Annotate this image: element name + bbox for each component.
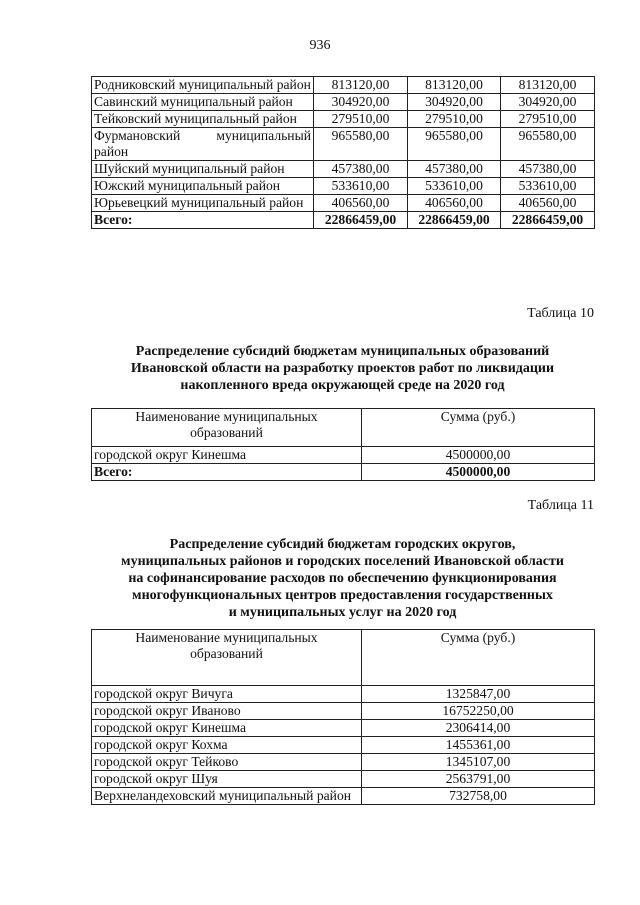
table11-caption: Таблица 11 [527,498,594,513]
table10-title: Распределение субсидий бюджетам муниципальных образований Ивановской области на разработку проектов работ по ликвидации накопленного вреда окружающей среде на 2020 год [130,344,555,393]
row-value: 813120,00 [501,77,595,94]
total-value: 22866459,00 [314,212,408,229]
row-value: 965580,00 [408,128,501,161]
row-name: Савинский муниципальный район [92,94,314,111]
table-row [92,447,595,464]
table-header-row [92,630,595,686]
row-value: 533610,00 [501,178,595,195]
row-sum: 1325847,00 [362,686,595,703]
header-sum: Сумма (руб.) [362,409,595,447]
row-value: 457380,00 [408,161,501,178]
row-value: 457380,00 [314,161,408,178]
row-value: 304920,00 [314,94,408,111]
row-name: городской округ Кохма [92,737,362,754]
row-sum: 1455361,00 [362,737,595,754]
subsidy-table-continued [91,76,595,229]
header-name: Наименование муниципальных образований [92,630,362,686]
table-row [92,703,595,720]
row-value: 406560,00 [501,195,595,212]
row-value: 406560,00 [408,195,501,212]
total-value: 22866459,00 [408,212,501,229]
total-sum: 4500000,00 [362,464,595,481]
row-name: Верхнеландеховский муниципальный район [92,788,362,805]
table-row [92,128,595,161]
table10-caption: Таблица 10 [527,306,594,321]
row-name: городской округ Шуя [92,771,362,788]
row-name: городской округ Тейково [92,754,362,771]
row-sum: 1345107,00 [362,754,595,771]
total-row [92,212,595,229]
row-name: городской округ Кинешма [92,447,362,464]
row-value: 406560,00 [314,195,408,212]
table-row [92,94,595,111]
table10 [91,408,595,481]
row-value: 304920,00 [501,94,595,111]
page-number: 936 [309,38,331,53]
header-name: Наименование муниципальных образований [92,409,362,447]
table-row [92,111,595,128]
table11-title: Распределение субсидий бюджетам городских округов, муниципальных районов и городских поселений Ивановской области на софинансирование расходов по обеспечению функционирования многофункциональных центров предоставления государственных и муниципальных услуг на 2020 год [121,537,564,620]
table-row [92,77,595,94]
row-name: Родниковский муниципальный район [92,77,314,94]
row-sum: 732758,00 [362,788,595,805]
table-row [92,788,595,805]
row-name: Юрьевецкий муниципальный район [92,195,314,212]
table-row [92,161,595,178]
total-value: 22866459,00 [501,212,595,229]
row-value: 304920,00 [408,94,501,111]
row-name: Тейковский муниципальный район [92,111,314,128]
row-name: Южский муниципальный район [92,178,314,195]
row-value: 813120,00 [408,77,501,94]
table-row [92,754,595,771]
row-value: 965580,00 [501,128,595,161]
table-row [92,771,595,788]
row-sum: 16752250,00 [362,703,595,720]
total-row [92,464,595,481]
header-sum: Сумма (руб.) [362,630,595,686]
table-row [92,178,595,195]
row-value: 533610,00 [314,178,408,195]
total-label: Всего: [92,212,314,229]
row-sum: 2306414,00 [362,720,595,737]
row-sum: 4500000,00 [362,447,595,464]
table11 [91,629,595,805]
table-row [92,195,595,212]
row-value: 533610,00 [408,178,501,195]
table-row [92,720,595,737]
row-name: Шуйский муниципальный район [92,161,314,178]
table-row [92,737,595,754]
row-name: Фурмановский муниципальный район [92,128,314,161]
row-value: 279510,00 [408,111,501,128]
row-value: 279510,00 [501,111,595,128]
table-row [92,686,595,703]
row-value: 457380,00 [501,161,595,178]
row-value: 813120,00 [314,77,408,94]
total-label: Всего: [92,464,362,481]
row-value: 279510,00 [314,111,408,128]
table-header-row [92,409,595,447]
row-value: 965580,00 [314,128,408,161]
row-name: городской округ Вичуга [92,686,362,703]
row-name: городской округ Кинешма [92,720,362,737]
row-sum: 2563791,00 [362,771,595,788]
row-name: городской округ Иваново [92,703,362,720]
